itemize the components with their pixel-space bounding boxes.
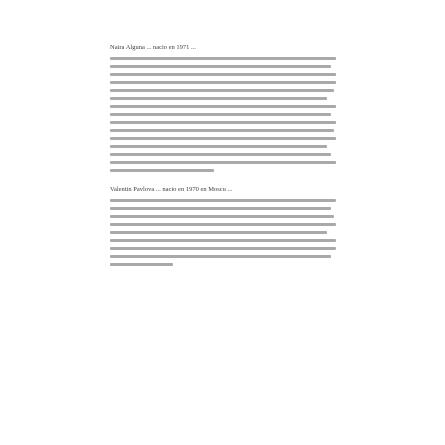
text-line xyxy=(110,255,331,258)
text-line xyxy=(110,73,336,76)
text-line xyxy=(110,207,331,210)
text-line xyxy=(110,129,334,132)
text-column xyxy=(110,44,336,266)
text-line xyxy=(110,81,336,84)
text-line xyxy=(110,97,327,100)
text-line xyxy=(110,263,173,266)
paragraph-2-lead: Valentin Pavlova ... nacio en 1970 en Moscu ... xyxy=(110,185,233,193)
text-line xyxy=(110,223,336,226)
text-line xyxy=(110,113,331,116)
text-line xyxy=(110,145,327,148)
text-line xyxy=(110,169,214,172)
text-line xyxy=(110,105,336,108)
paragraph-1 xyxy=(110,44,336,172)
paragraph-2 xyxy=(110,186,336,266)
text-line xyxy=(110,137,336,140)
text-line xyxy=(110,215,334,218)
text-line xyxy=(110,89,334,92)
text-line xyxy=(110,239,336,242)
paragraph-1-lead: Naira Alguna ... nacio en 1971 ... xyxy=(110,44,196,51)
text-line xyxy=(110,231,327,234)
text-line xyxy=(110,57,336,60)
text-line xyxy=(110,161,336,164)
text-line xyxy=(110,153,331,156)
text-line xyxy=(110,247,336,250)
text-line xyxy=(110,65,331,68)
text-line xyxy=(110,199,336,202)
text-line xyxy=(110,121,336,124)
